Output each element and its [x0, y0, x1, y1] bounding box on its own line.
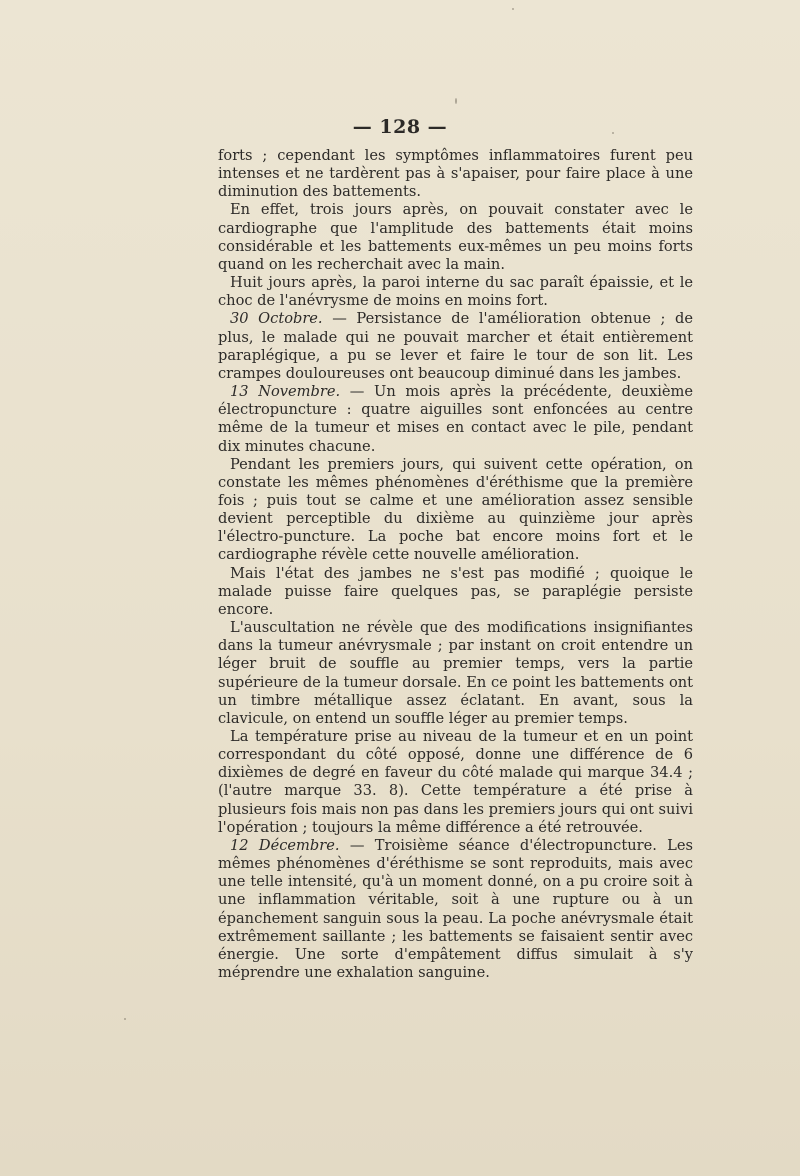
- paragraph: [218, 837, 693, 982]
- paragraph: [218, 619, 693, 728]
- paper-speck: [455, 98, 457, 104]
- body-text: [218, 147, 693, 982]
- paragraph-text: — Troisième séance d'électropuncture. Les mêmes phénomènes d'éréthisme se sont reproduits, mais avec une telle intensité, qu'à un moment donné, on a pu croire soit à une inflammation véritable, soit à une rupture ou à un épanchement sanguin sous la peau. La poche anévrysmale était extrêmement saillante ; les battements se faisaient sentir avec énergie. Une sorte d'empâtement diffus simulait à s'y méprendre une exhalation sanguine.: [218, 836, 693, 982]
- paragraph-text: Huit jours après, la paroi interne du sac paraît épaissie, et le choc de l'anévrysme de moins en moins fort.: [218, 274, 693, 310]
- paper-speck: [124, 1018, 126, 1020]
- paragraph: [218, 310, 693, 383]
- entry-date: 30 Octobre.: [230, 310, 323, 328]
- paper-speck: [512, 8, 514, 10]
- paragraph: [218, 147, 693, 201]
- entry-date: 12 Décembre.: [230, 836, 340, 854]
- paragraph-text: Pendant les premiers jours, qui suivent cette opération, on constate les mêmes phénomènes d'éréthisme que la première fois ; puis tout se calme et une amélioration assez sensible devient perceptible du dixième au quinzième jour après l'électro-puncture. La poche bat encore moins fort et le cardiographe révèle cette nouvelle amélioration.: [218, 455, 693, 564]
- paragraph: [218, 456, 693, 565]
- paragraph-text: forts ; cependant les symptômes inflammatoires furent peu intenses et ne tardèrent pas à s'apaiser, pour faire place à une diminution des battements.: [218, 147, 693, 201]
- paragraph-text: Mais l'état des jambes ne s'est pas modifié ; quoique le malade puisse faire quelques pas, se paraplégie persiste encore.: [218, 564, 693, 618]
- paragraph: [218, 565, 693, 619]
- paragraph-text: L'auscultation ne révèle que des modifications insignifiantes dans la tumeur anévrysmale ; par instant on croit entendre un léger bruit de souffle au premier temps, vers la partie supérieure de la tumeur dorsale. En ce point les battements ont un timbre métallique assez éclatant. En avant, sous la clavicule, on entend un souffle léger au premier temps.: [218, 619, 693, 727]
- paragraph: [218, 274, 693, 310]
- paragraph-text: La température prise au niveau de la tumeur et en un point correspondant du côté opposé, donne une différence de 6 dixièmes de degré en faveur du côté malade qui marque 34.4 ; (l'autre marque 33. 8). Cette température a été prise à plusieurs fois mais non pas dans les premiers jours qui ont suivi l'opération ; toujours la même différence a été retrouvée.: [218, 728, 693, 836]
- paper-speck: [612, 132, 614, 134]
- entry-date: 13 Novembre.: [230, 383, 341, 401]
- paragraph-text: — Persistance de l'amélioration obtenue ; de plus, le malade qui ne pouvait marcher et était entièrement paraplégique, a pu se lever et faire le tour de son lit. Les crampes douloureuses ont beaucoup diminué dans les jambes.: [218, 310, 693, 382]
- paragraph: [218, 728, 693, 837]
- page-number: — 128 —: [352, 116, 448, 138]
- paragraph-text: En effet, trois jours après, on pouvait constater avec le cardiographe que l'amplitude des battements était moins considérable et les battements eux-mêmes un peu moins forts quand on les recherchait avec la main.: [218, 201, 693, 273]
- paragraph: [218, 383, 693, 456]
- paragraph-text: — Un mois après la précédente, deuxième électropuncture : quatre aiguilles sont enfoncées au centre même de la tumeur et mises en contact avec le pile, pendant dix minutes chacune.: [218, 383, 694, 455]
- paragraph: [218, 201, 693, 274]
